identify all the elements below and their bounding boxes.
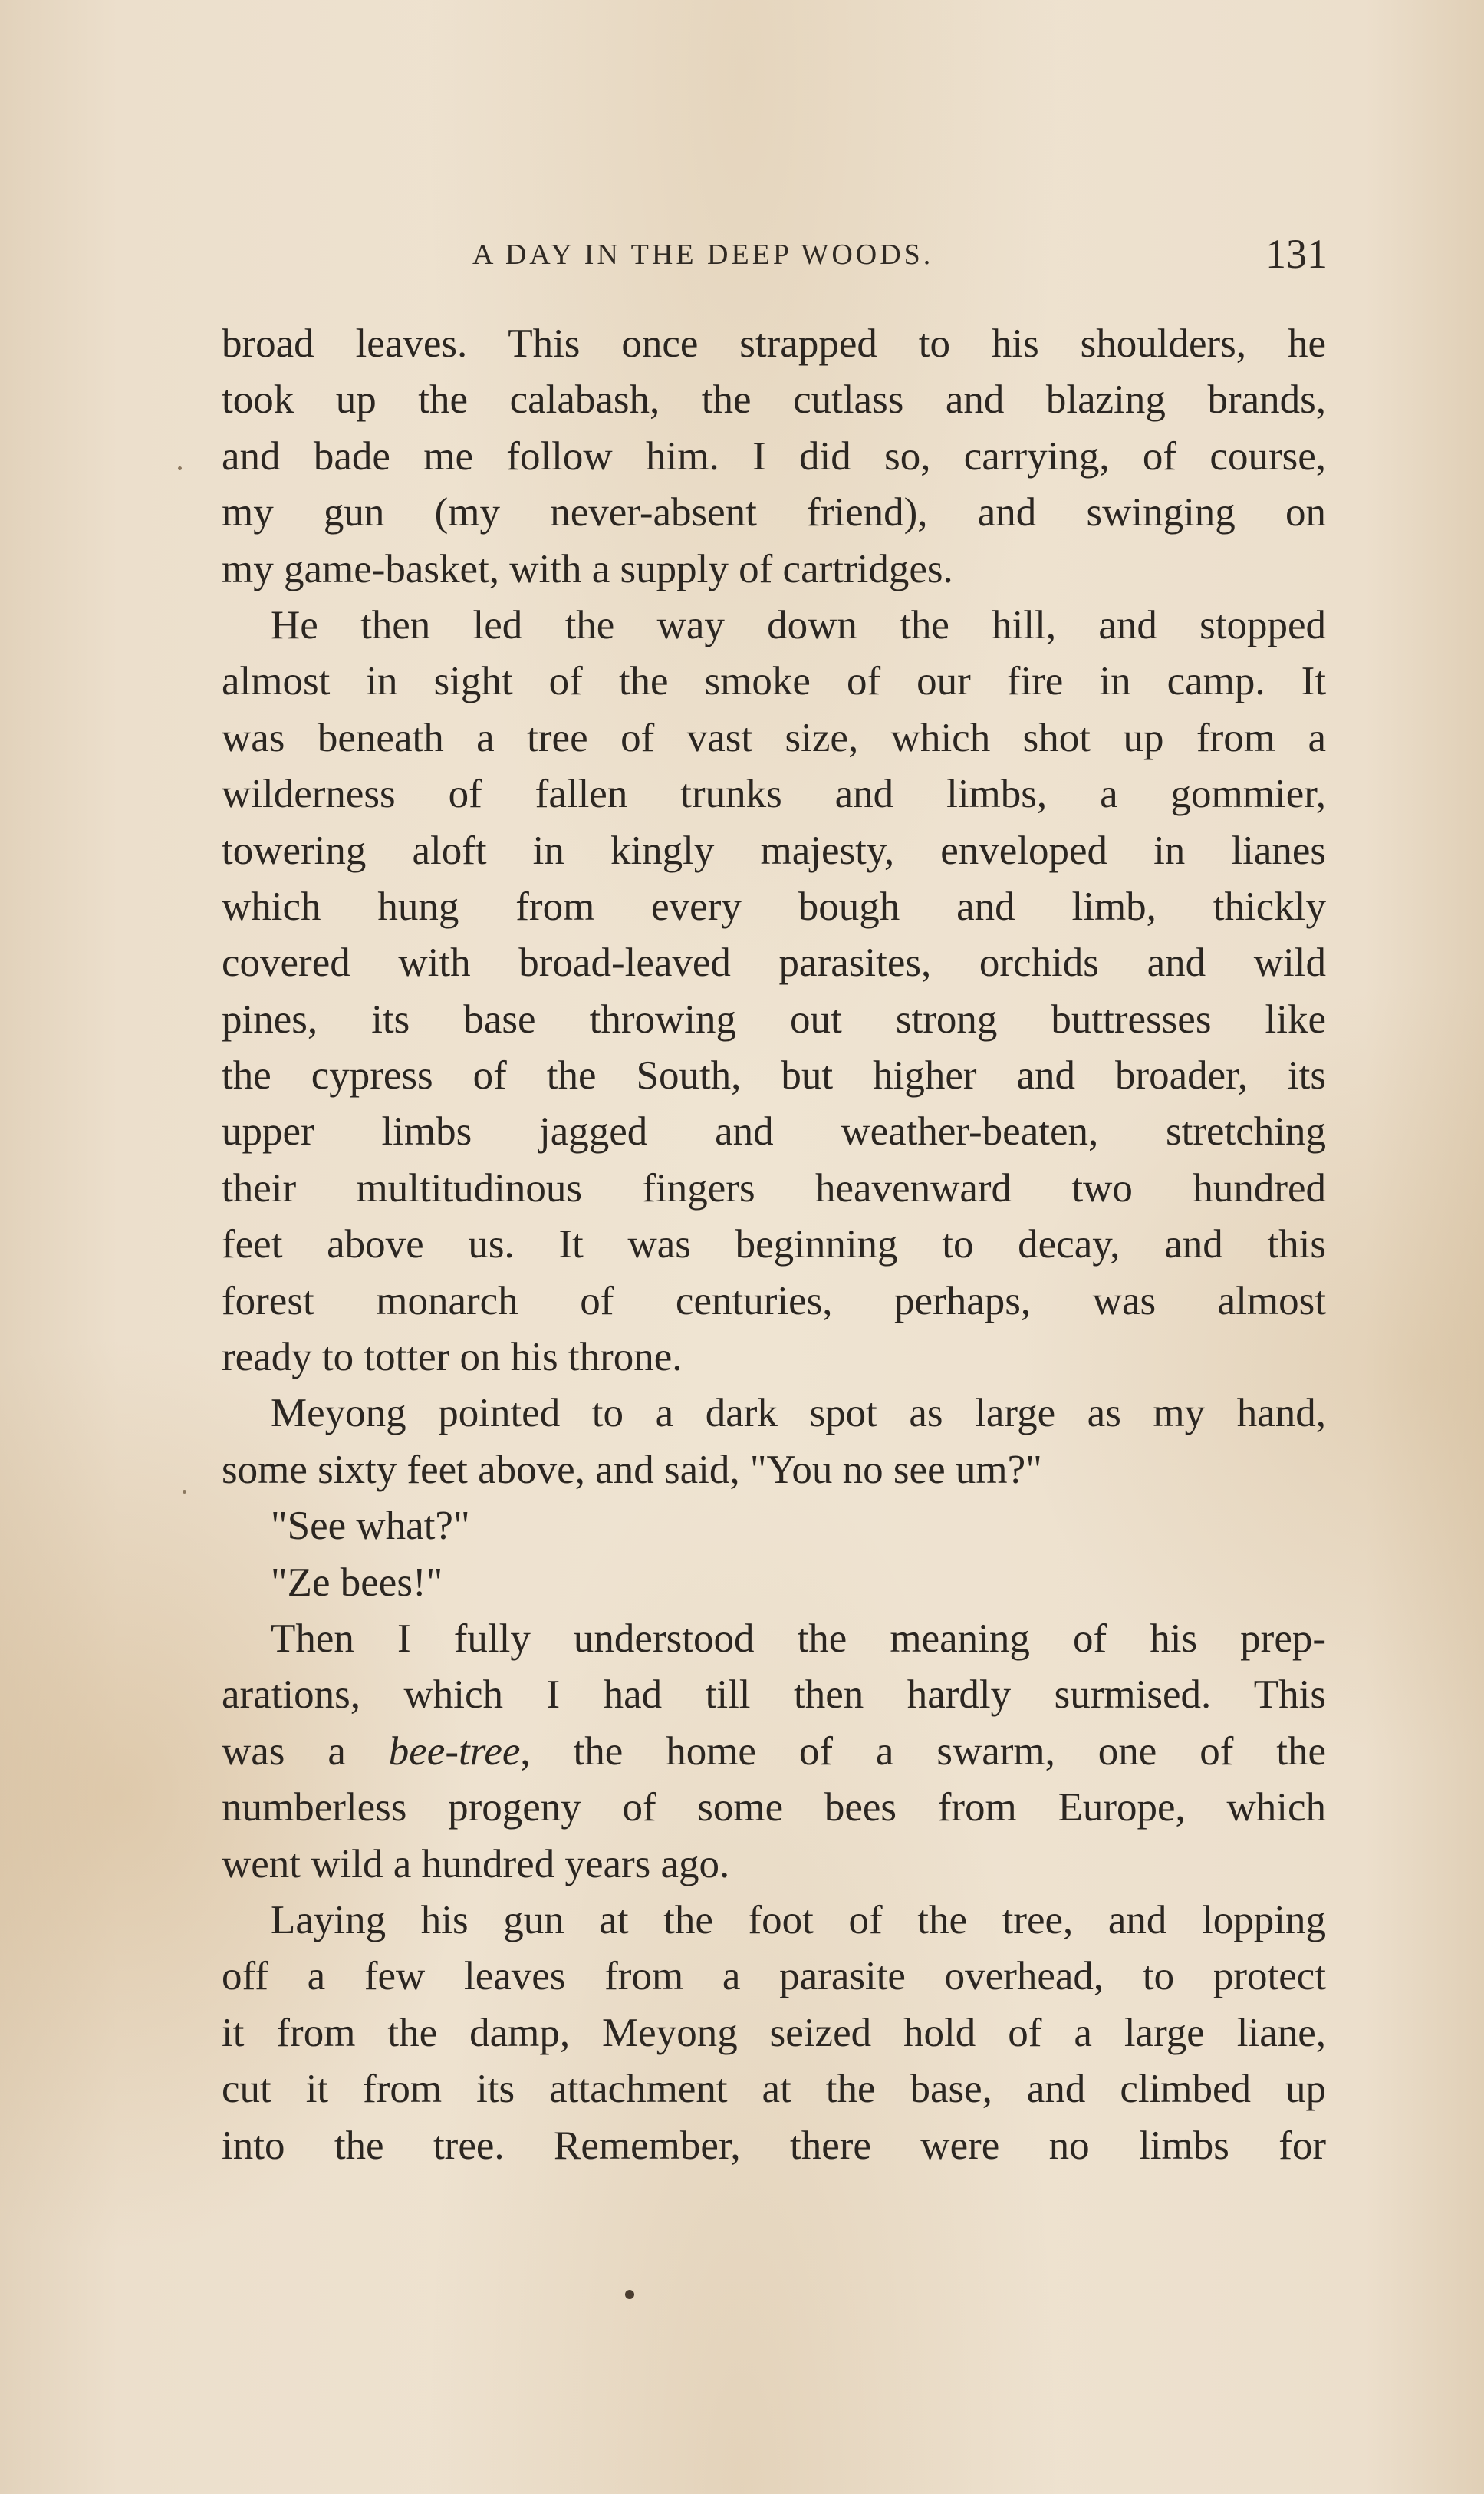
page-header bbox=[0, 230, 1484, 284]
text-line: broad leaves. This once strapped to his shoulders, he bbox=[222, 321, 1326, 366]
text-line bbox=[222, 1724, 1326, 1780]
text-line: almost in sight of the smoke of our fire in camp. It bbox=[222, 659, 1326, 704]
text-line: and bade me follow him. I did so, carrying, of course, bbox=[222, 433, 1326, 479]
text-line: was beneath a tree of vast size, which shot up from a bbox=[222, 715, 1326, 760]
ink-spot bbox=[625, 2290, 634, 2299]
text-line: took up the calabash, the cutlass and blazing brands, bbox=[222, 377, 1326, 423]
text-fragment: , the home of a swarm, one of the bbox=[520, 1728, 1326, 1774]
text-line: wilderness of fallen trunks and limbs, a gommier, bbox=[222, 772, 1326, 817]
text-line: it from the damp, Meyong seized hold of a large liane, bbox=[222, 2010, 1326, 2055]
text-line: covered with broad-leaved parasites, orchids and wild bbox=[222, 941, 1326, 986]
text-line: into the tree. Remember, there were no limbs for bbox=[222, 2123, 1326, 2168]
text-line: forest monarch of centuries, perhaps, was almost bbox=[222, 1278, 1326, 1323]
text-line: He then led the way down the hill, and stopped bbox=[271, 602, 1326, 647]
text-line: towering aloft in kingly majesty, enveloped in lianes bbox=[222, 828, 1326, 873]
dialogue-line: "See what?" bbox=[271, 1504, 470, 1549]
page-number: 131 bbox=[1265, 231, 1328, 277]
dialogue-line: "Ze bees!" bbox=[271, 1560, 443, 1605]
text-line: my game-basket, with a supply of cartridges. bbox=[222, 546, 953, 591]
text-line: the cypress of the South, but higher and broader, its bbox=[222, 1053, 1326, 1099]
text-line: pines, its base throwing out strong buttresses like bbox=[222, 997, 1326, 1042]
text-line: their multitudinous fingers heavenward two hundred bbox=[222, 1165, 1326, 1211]
text-line: Meyong pointed to a dark spot as large as my hand, bbox=[271, 1391, 1326, 1436]
text-line: feet above us. It was beginning to decay, and this bbox=[222, 1222, 1326, 1267]
text-line: ready to totter on his throne. bbox=[222, 1335, 683, 1380]
text-line: off a few leaves from a parasite overhead, to protect bbox=[222, 1954, 1326, 1999]
text-line: Laying his gun at the foot of the tree, and lopping bbox=[271, 1897, 1326, 1942]
text-line: some sixty feet above, and said, "You no see um?" bbox=[222, 1447, 1042, 1492]
stray-mark bbox=[183, 1490, 186, 1494]
body-text bbox=[222, 316, 1326, 2174]
text-line: my gun (my never-absent friend), and swinging on bbox=[222, 490, 1326, 535]
text-line: numberless progeny of some bees from Europe, which bbox=[222, 1785, 1326, 1830]
stray-mark bbox=[178, 466, 182, 470]
text-line: Then I fully understood the meaning of his prep- bbox=[271, 1616, 1326, 1661]
running-head: A DAY IN THE DEEP WOODS. bbox=[472, 239, 934, 271]
text-line: arations, which I had till then hardly surmised. This bbox=[222, 1672, 1326, 1718]
text-fragment: was a bbox=[222, 1728, 346, 1774]
text-line: went wild a hundred years ago. bbox=[222, 1841, 730, 1886]
italic-term: bee-tree bbox=[388, 1728, 521, 1774]
text-line: cut it from its attachment at the base, and climbed up bbox=[222, 2067, 1326, 2112]
text-line: upper limbs jagged and weather-beaten, stretching bbox=[222, 1109, 1326, 1155]
text-line: which hung from every bough and limb, thickly bbox=[222, 884, 1326, 929]
